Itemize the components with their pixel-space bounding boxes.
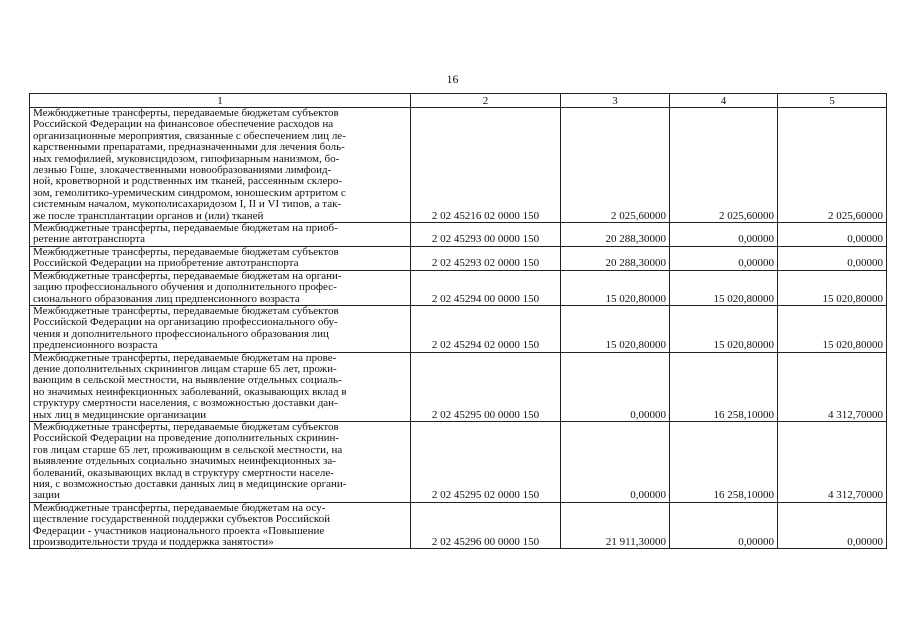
amount-column-3: 15 020,80000 (561, 270, 670, 305)
description-line: Межбюджетные трансферты, передаваемые бюджетам на осу- (33, 501, 326, 514)
table-row (30, 421, 887, 502)
table-body (30, 108, 887, 549)
amount-column-5: 0,00000 (778, 223, 887, 247)
amount-column-5: 0,00000 (778, 502, 887, 549)
description-line: Российской Федерации на проведение дополнительных скринин- (33, 432, 340, 445)
description-line: зацию профессионального обучения и дополнительного профес- (33, 281, 337, 294)
description-line: производительности труда и поддержка занятости» (33, 536, 274, 549)
description-line: ной, кроветворной и родственных им тканей, рассеянным склеро- (33, 175, 343, 188)
description-line: зом, гемолитико-уремическим синдромом, юношеским артритом с (33, 186, 346, 199)
description-line: лезнью Гоше, злокачественными новообразованиями лимфоид- (33, 164, 332, 177)
description-line: ния, с возможностью доставки данных лиц в медицинские органи- (33, 478, 347, 490)
table-header-row (30, 94, 887, 108)
amount-column-4: 16 258,10000 (670, 352, 778, 421)
table-row (30, 305, 887, 352)
description-line: ных гемофилией, муковисцидозом, гипофизарным нанизмом, бо- (33, 152, 340, 165)
amount-column-4: 0,00000 (670, 502, 778, 549)
column-header-4: 4 (670, 94, 778, 108)
budget-transfers-table (29, 93, 887, 549)
table-row (30, 246, 887, 270)
budget-classification-code: 2 02 45295 00 0000 150 (411, 352, 561, 421)
budget-classification-code: 2 02 45295 02 0000 150 (411, 421, 561, 502)
description-line: Межбюджетные трансферты, передаваемые бюджетам на органи- (33, 269, 342, 282)
transfer-description (30, 305, 411, 352)
description-line: Межбюджетные трансферты, передаваемые бюджетам субъектов (33, 420, 339, 433)
page-number: 16 (446, 72, 459, 86)
column-header-3: 3 (561, 94, 670, 108)
description-line: же после трансплантации органов и (или) тканей (33, 209, 264, 222)
budget-classification-code: 2 02 45293 00 0000 150 (411, 223, 561, 247)
amount-column-4: 0,00000 (670, 246, 778, 270)
amount-column-3: 20 288,30000 (561, 246, 670, 270)
transfer-description (30, 421, 411, 502)
table-row (30, 352, 887, 421)
amount-column-3: 0,00000 (561, 421, 670, 502)
description-line: Межбюджетные трансферты, передаваемые бюджетам субъектов (33, 107, 339, 119)
amount-column-4: 2 025,60000 (670, 108, 778, 223)
budget-classification-code: 2 02 45294 00 0000 150 (411, 270, 561, 305)
description-line: болеваний, оказывающих вклад в структуру смертности населе- (33, 466, 334, 479)
transfer-description (30, 270, 411, 305)
amount-column-5: 0,00000 (778, 246, 887, 270)
description-line: сионального образования лиц предпенсионного возраста (33, 292, 300, 305)
transfer-description (30, 502, 411, 549)
description-line: организационные мероприятия, связанные с обеспечением лиц ле- (33, 129, 346, 142)
table-row (30, 270, 887, 305)
amount-column-5: 2 025,60000 (778, 108, 887, 223)
transfer-description (30, 246, 411, 270)
amount-column-3: 2 025,60000 (561, 108, 670, 223)
description-line: зации (33, 489, 60, 502)
description-line: ных лиц в медицинские организации (33, 408, 207, 421)
amount-column-5: 4 312,70000 (778, 352, 887, 421)
description-line: но значимых неинфекционных заболеваний, оказывающих вклад в (33, 385, 347, 398)
description-line: Межбюджетные трансферты, передаваемые бюджетам субъектов (33, 245, 339, 258)
budget-classification-code: 2 02 45293 02 0000 150 (411, 246, 561, 270)
budget-classification-code: 2 02 45296 00 0000 150 (411, 502, 561, 549)
amount-column-5: 15 020,80000 (778, 270, 887, 305)
description-line: Межбюджетные трансферты, передаваемые бюджетам субъектов (33, 304, 339, 317)
amount-column-4: 15 020,80000 (670, 305, 778, 352)
description-line: ществление государственной поддержки субъектов Российской (33, 513, 331, 526)
amount-column-5: 4 312,70000 (778, 421, 887, 502)
amount-column-4: 15 020,80000 (670, 270, 778, 305)
description-line: Межбюджетные трансферты, передаваемые бюджетам на приоб- (33, 222, 338, 235)
description-line: гов лицам старше 65 лет, проживающим в сельской местности, на (33, 443, 343, 456)
amount-column-5: 15 020,80000 (778, 305, 887, 352)
amount-column-3: 0,00000 (561, 352, 670, 421)
transfer-description (30, 108, 411, 223)
description-line: структуру смертности населения, с возможностью доставки дан- (33, 397, 338, 410)
description-line: карственными препаратами, предназначенными для лечения боль- (33, 141, 345, 154)
amount-column-4: 0,00000 (670, 223, 778, 247)
transfer-description (30, 223, 411, 247)
description-line: предпенсионного возраста (33, 339, 158, 352)
amount-column-3: 15 020,80000 (561, 305, 670, 352)
budget-classification-code: 2 02 45216 02 0000 150 (411, 108, 561, 223)
description-line: Межбюджетные трансферты, передаваемые бюджетам на прове- (33, 351, 337, 364)
budget-classification-code: 2 02 45294 02 0000 150 (411, 305, 561, 352)
description-line: Российской Федерации на приобретение автотранспорта (33, 257, 299, 270)
column-header-1: 1 (30, 94, 411, 108)
column-header-5: 5 (778, 94, 887, 108)
column-header-2: 2 (411, 94, 561, 108)
amount-column-3: 20 288,30000 (561, 223, 670, 247)
description-line: дение дополнительных скринингов лицам старше 65 лет, прожи- (33, 362, 337, 375)
transfer-description (30, 352, 411, 421)
description-line: чения и дополнительного профессионального образования лиц (33, 327, 329, 340)
table-row (30, 502, 887, 549)
description-line: системным началом, мукополисахаридозом I, II и VI типов, а так- (33, 198, 342, 211)
description-line: вающим в сельской местности, на выявление отдельных социаль- (33, 374, 342, 387)
description-line: Федерации - участников национального проекта «Повышение (33, 524, 325, 537)
table-row (30, 108, 887, 223)
description-line: Российской Федерации на организацию профессионального обу- (33, 316, 338, 329)
amount-column-3: 21 911,30000 (561, 502, 670, 549)
description-line: выявление отдельных социально значимых неинфекционных за- (33, 455, 336, 468)
description-line: Российской Федерации на финансовое обеспечение расходов на (33, 118, 334, 131)
amount-column-4: 16 258,10000 (670, 421, 778, 502)
table-row (30, 223, 887, 247)
description-line: ретение автотранспорта (33, 233, 145, 246)
